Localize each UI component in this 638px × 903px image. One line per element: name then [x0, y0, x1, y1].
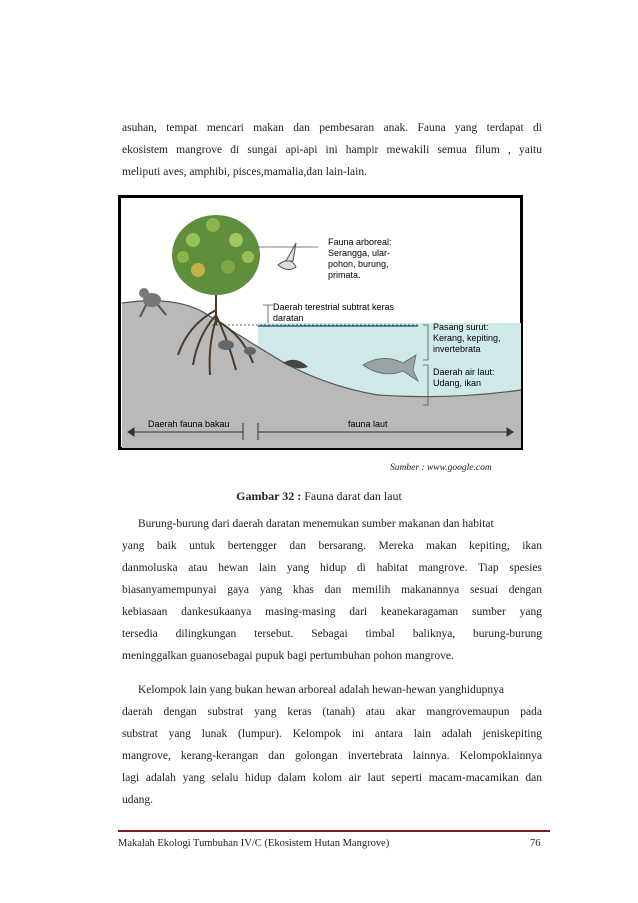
label-arboreal-title: Fauna arboreal: [328, 237, 392, 247]
text-line: tersedia dilingkungan tersebut. Sebagai timbal baliknya, burung-burung [122, 628, 542, 640]
caption-text: Fauna darat dan laut [301, 489, 402, 503]
label-terrestrial: daratan [273, 313, 304, 323]
intro-paragraph [122, 117, 542, 183]
label-tide-line: Kerang, kepiting, [433, 333, 501, 343]
text-line: substrat yang lunak (lumpur). Kelompok ini antara lain adalah jeniskepiting [122, 728, 542, 740]
label-tide-line: invertebrata [433, 344, 481, 354]
text-line: ekosistem mangrove di sungai api-api ini hampir mewakili semua filum , yaitu [122, 144, 542, 156]
footer-divider [118, 830, 550, 832]
label-sea-fauna: fauna laut [348, 419, 388, 429]
figure-source: Sumber : www.google.com [390, 463, 492, 473]
text-line: mangrove, kerang-kerangan dan golongan invertebrata lainnya. Kelompoklainnya [122, 750, 542, 762]
caption-label: Gambar 32 : [236, 489, 302, 503]
footer-title: Makalah Ekologi Tumbuhan IV/C (Ekosistem Hutan Mangrove) [118, 838, 390, 849]
label-arboreal-line: primata. [328, 270, 361, 280]
label-arboreal-line: pohon, burung, [328, 259, 389, 269]
figure-caption [0, 489, 638, 504]
text-line: daerah dengan substrat yang keras (tanah) atau akar mangrovemaupun pada [122, 706, 542, 718]
text-line: meninggalkan guanosebagai pupuk bagi pertumbuhan pohon mangrove. [122, 650, 454, 662]
mangrove-fauna-figure [118, 195, 523, 450]
text-line: kebiasaan dankesukaanya masing-masing dari keanekaragaman sumber yang [122, 606, 542, 618]
text-line: lagi adalah yang selalu hidup dalam kolom air laut seperti macam-macamikan dan [122, 772, 542, 784]
paragraph-other-fauna [122, 679, 542, 811]
text-line: yang baik untuk bertengger dan bersarang. Mereka makan kepiting, ikan [122, 540, 542, 552]
text-line: asuhan, tempat mencari makan dan pembesaran anak. Fauna yang terdapat di [122, 122, 542, 134]
text-line: Kelompok lain yang bukan hewan arboreal adalah hewan-hewan yanghidupnya [138, 684, 504, 696]
label-terrestrial: Daerah terestrial subtrat keras [273, 302, 395, 312]
page-number: 76 [530, 838, 541, 849]
label-sea-line: Udang, ikan [433, 378, 482, 388]
text-line: meliputi aves, amphibi, pisces,mamalia,dan lain-lain. [122, 166, 367, 178]
text-line: danmoluska atau hewan lain yang hidup di habitat mangrove. Tiap spesies [122, 562, 542, 574]
tree-canopy [172, 215, 260, 295]
text-line: biasanyamempunyai gaya yang khas dan memilih makanannya sesuai dengan [122, 584, 542, 596]
label-mangrove-fauna: Daerah fauna bakau [148, 419, 230, 429]
text-line: Burung-burung dari daerah daratan menemukan sumber makanan dan habitat [138, 518, 494, 530]
label-sea-title: Daerah air laut: [433, 367, 495, 377]
label-arboreal-line: Serangga, ular- [328, 248, 391, 258]
paragraph-birds [122, 513, 542, 667]
text-line: udang. [122, 794, 153, 806]
label-tide-title: Pasang surut: [433, 322, 489, 332]
